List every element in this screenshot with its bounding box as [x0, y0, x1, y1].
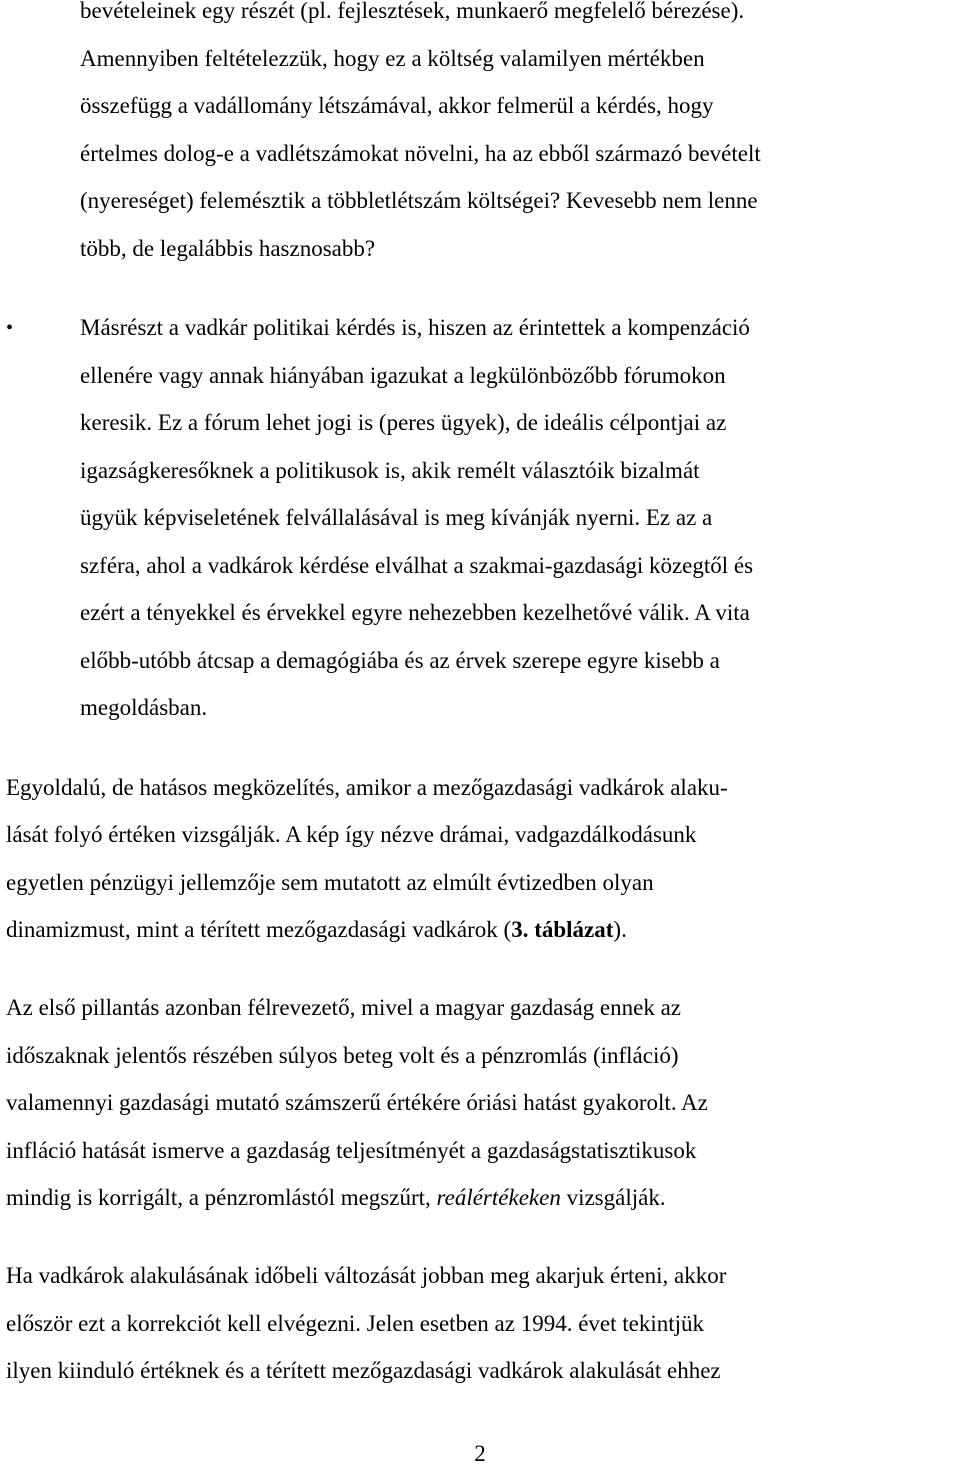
- text-line: Másrészt a vadkár politikai kérdés is, hiszen az érintettek a kompenzáció: [80, 315, 750, 340]
- text-line: szféra, ahol a vadkárok kérdése elválhat a szakmai-gazdasági közegtől és: [80, 553, 754, 578]
- text-line: infláció hatását ismerve a gazdaság teljesítményét a gazdaságstatisztikusok: [6, 1138, 697, 1163]
- text-line: előbb-utóbb átcsap a demagógiába és az érvek szerepe egyre kisebb a: [80, 648, 720, 673]
- text-line: igazságkeresőknek a politikusok is, akik remélt választóik bizalmát: [80, 458, 700, 483]
- text-run: ).: [613, 917, 627, 942]
- text-line: időszaknak jelentős részében súlyos beteg volt és a pénzromlás (infláció): [6, 1043, 679, 1068]
- text-line: összefügg a vadállomány létszámával, akkor felmerül a kérdés, hogy: [80, 93, 714, 118]
- text-run: dinamizmust, mint a térített mezőgazdasági vadkárok (: [6, 917, 512, 942]
- text-line: keresik. Ez a fórum lehet jogi is (peres ügyek), de ideális célpontjai az: [80, 410, 727, 435]
- text-line: Ha vadkárok alakulásának időbeli változását jobban meg akarjuk érteni, akkor: [6, 1263, 727, 1288]
- text-line: először ezt a korrekciót kell elvégezni. Jelen esetben az 1994. évet tekintjük: [6, 1311, 705, 1336]
- text-line: megoldásban.: [80, 695, 208, 720]
- text-line: ezért a tényekkel és érvekkel egyre nehezebben kezelhetővé válik. A vita: [80, 600, 750, 625]
- text-line: több, de legalábbis hasznosabb?: [80, 236, 376, 261]
- page-number: 2: [474, 1441, 486, 1466]
- text-run: vizsgálják.: [560, 1185, 666, 1210]
- text-line: egyetlen pénzügyi jellemzője sem mutatott az elmúlt évtizedben olyan: [6, 870, 654, 895]
- text-line: Egyoldalú, de hatásos megközelítés, amikor a mezőgazdasági vadkárok alaku-: [6, 775, 728, 800]
- bullet-marker: •: [6, 317, 14, 339]
- text-line: bevételeinek egy részét (pl. fejlesztések, munkaerő megfelelő bérezése).: [80, 0, 745, 23]
- text-line: (nyereséget) felemésztik a többletlétszám költségei? Kevesebb nem lenne: [80, 188, 758, 213]
- text-line: Amennyiben feltételezzük, hogy ez a költség valamilyen mértékben: [80, 46, 705, 71]
- text-line: értelmes dolog-e a vadlétszámokat növelni, ha az ebből származó bevételt: [80, 141, 761, 166]
- table-reference: 3. táblázat: [511, 917, 614, 942]
- text-line: [6, 1183, 666, 1213]
- text-line: ilyen kiinduló értéknek és a térített mezőgazdasági vadkárok alakulását ehhez: [6, 1358, 721, 1383]
- text-line: Az első pillantás azonban félrevezető, mivel a magyar gazdaság ennek az: [6, 995, 681, 1020]
- text-line: ellenére vagy annak hiányában igazukat a legkülönbözőbb fórumokon: [80, 363, 726, 388]
- text-line: valamennyi gazdasági mutató számszerű értékére óriási hatást gyakorolt. Az: [6, 1090, 708, 1115]
- text-line: [6, 915, 627, 945]
- text-run: mindig is korrigált, a pénzromlástól megszűrt,: [6, 1185, 437, 1210]
- text-line: ügyük képviseletének felvállalásával is meg kívánják nyerni. Ez az a: [80, 505, 713, 530]
- text-line: lását folyó értéken vizsgálják. A kép így nézve drámai, vadgazdálkodásunk: [6, 822, 697, 847]
- emphasized-term: reálértékeken: [436, 1185, 561, 1210]
